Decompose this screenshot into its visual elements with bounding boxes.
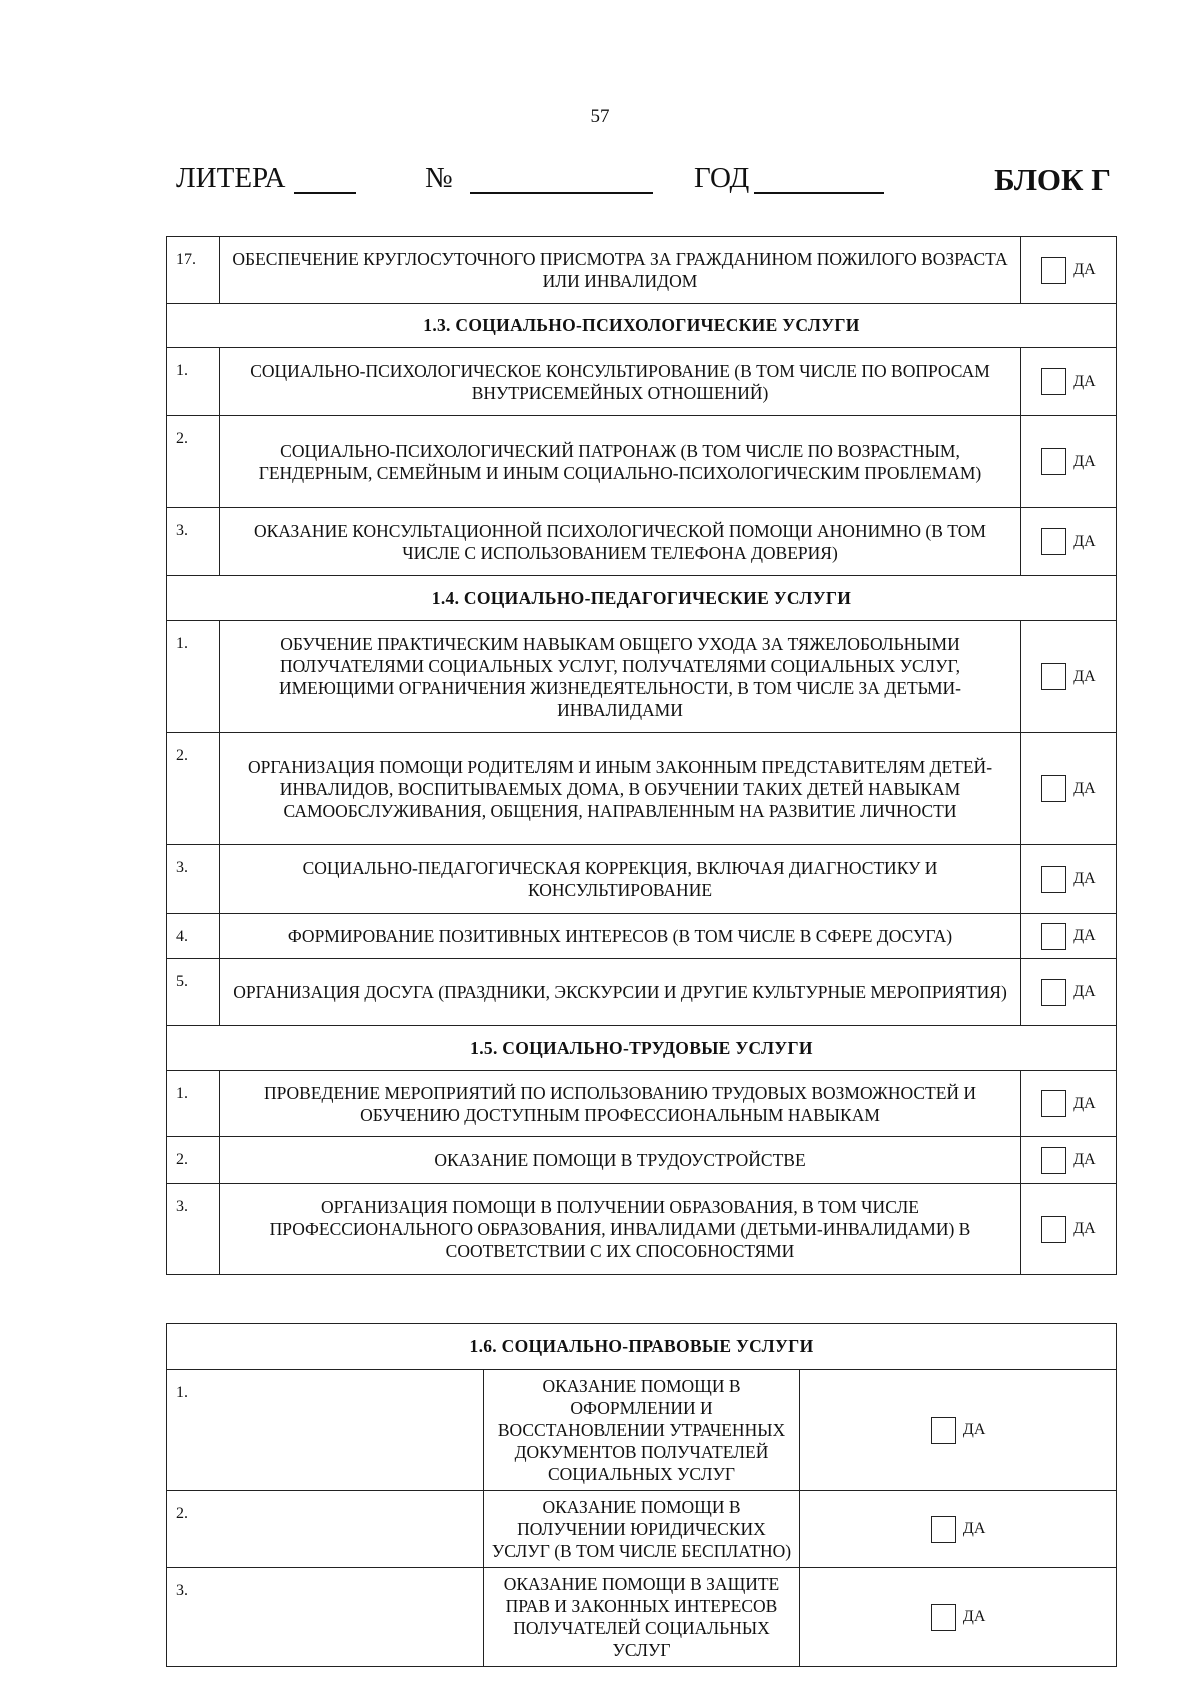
year-field[interactable] — [754, 192, 884, 194]
yes-checkbox[interactable] — [1041, 528, 1066, 555]
yes-checkbox[interactable] — [1041, 368, 1066, 395]
yes-checkbox[interactable] — [931, 1417, 956, 1444]
answer-cell — [1021, 959, 1117, 1026]
answer-cell — [1021, 348, 1117, 416]
yes-checkbox[interactable] — [1041, 775, 1066, 802]
row-number: 2. — [167, 733, 220, 845]
answer-group — [800, 1516, 1116, 1543]
yes-label: ДА — [1073, 372, 1096, 390]
number-field[interactable] — [470, 192, 653, 194]
yes-checkbox[interactable] — [1041, 979, 1066, 1006]
row-number: 1. — [167, 621, 220, 733]
yes-label: ДА — [1073, 452, 1096, 470]
year-label: ГОД — [694, 162, 750, 194]
yes-checkbox[interactable] — [1041, 257, 1066, 284]
answer-group — [1021, 1147, 1116, 1174]
yes-label: ДА — [1073, 1094, 1096, 1112]
table-row — [167, 508, 1117, 576]
answer-cell — [1021, 508, 1117, 576]
answer-cell — [800, 1491, 1117, 1568]
service-description: ФОРМИРОВАНИЕ ПОЗИТИВНЫХ ИНТЕРЕСОВ (В ТОМ ЧИСЛЕ В СФЕРЕ ДОСУГА) — [220, 914, 1021, 959]
table-row — [167, 1491, 1117, 1568]
row-number: 1. — [167, 1370, 484, 1491]
form-header — [176, 162, 1111, 196]
row-number: 5. — [167, 959, 220, 1026]
answer-cell — [1021, 416, 1117, 508]
number-label: № — [425, 162, 453, 194]
table-row — [167, 348, 1117, 416]
answer-group — [1021, 1216, 1116, 1243]
yes-label: ДА — [962, 1421, 986, 1438]
row-number: 2. — [167, 416, 220, 508]
row-number: 3. — [167, 1184, 220, 1275]
answer-group — [800, 1604, 1116, 1631]
section-title: 1.5. СОЦИАЛЬНО-ТРУДОВЫЕ УСЛУГИ — [167, 1026, 1117, 1071]
yes-label: ДА — [962, 1608, 986, 1625]
yes-label: ДА — [1073, 1220, 1096, 1237]
table-row — [167, 845, 1117, 914]
answer-cell — [800, 1568, 1117, 1667]
answer-cell — [1021, 1137, 1117, 1184]
yes-checkbox[interactable] — [1041, 1147, 1066, 1174]
section-header-row — [167, 1324, 1117, 1370]
services-table-2 — [166, 1323, 1117, 1667]
section-header-row — [167, 1026, 1117, 1071]
row-number: 1. — [167, 1071, 220, 1137]
yes-checkbox[interactable] — [1041, 923, 1066, 950]
section-title: 1.6. СОЦИАЛЬНО-ПРАВОВЫЕ УСЛУГИ — [167, 1324, 1117, 1370]
yes-checkbox[interactable] — [931, 1604, 956, 1631]
table-row — [167, 1370, 1117, 1491]
service-description: СОЦИАЛЬНО-ПСИХОЛОГИЧЕСКОЕ КОНСУЛЬТИРОВАНИЕ (В ТОМ ЧИСЛЕ ПО ВОПРОСАМ ВНУТРИСЕМЕЙНЫХ ОТНОШЕНИЙ) — [220, 348, 1021, 416]
yes-label: ДА — [1073, 983, 1096, 1000]
section-title: 1.4. СОЦИАЛЬНО-ПЕДАГОГИЧЕСКИЕ УСЛУГИ — [167, 576, 1117, 621]
answer-group — [1021, 866, 1116, 893]
yes-checkbox[interactable] — [931, 1516, 956, 1543]
service-description: ОРГАНИЗАЦИЯ ПОМОЩИ В ПОЛУЧЕНИИ ОБРАЗОВАНИЯ, В ТОМ ЧИСЛЕ ПРОФЕССИОНАЛЬНОГО ОБРАЗОВАНИЯ, ИНВАЛИДАМИ (ДЕТЬМИ-ИНВАЛИДАМИ) В СООТВЕТСТВИИ С ИХ СПОСОБНОСТЯМИ — [220, 1184, 1021, 1275]
yes-checkbox[interactable] — [1041, 448, 1066, 475]
services-table-1 — [166, 236, 1117, 1275]
yes-label: ДА — [1073, 870, 1096, 887]
answer-group — [1021, 663, 1116, 690]
answer-cell — [1021, 845, 1117, 914]
table-row — [167, 416, 1117, 508]
row-number: 3. — [167, 1568, 484, 1667]
service-description: ОКАЗАНИЕ ПОМОЩИ В ОФОРМЛЕНИИ И ВОССТАНОВЛЕНИИ УТРАЧЕННЫХ ДОКУМЕНТОВ ПОЛУЧАТЕЛЕЙ СОЦИАЛЬНЫХ УСЛУГ — [483, 1370, 800, 1491]
yes-label: ДА — [1073, 532, 1096, 550]
answer-group — [1021, 979, 1116, 1006]
yes-label: ДА — [1073, 261, 1096, 278]
answer-group — [1021, 257, 1116, 284]
yes-label: ДА — [1073, 927, 1096, 944]
service-description: ОРГАНИЗАЦИЯ ПОМОЩИ РОДИТЕЛЯМ И ИНЫМ ЗАКОННЫМ ПРЕДСТАВИТЕЛЯМ ДЕТЕЙ-ИНВАЛИДОВ, ВОСПИТЫВАЕМЫХ ДОМА, В ОБУЧЕНИИ ТАКИХ ДЕТЕЙ НАВЫКАМ САМООБСЛУЖИВАНИЯ, ОБЩЕНИЯ, НАПРАВЛЕННЫМ НА РАЗВИТИЕ ЛИЧНОСТИ — [220, 733, 1021, 845]
yes-label: ДА — [962, 1520, 986, 1537]
row-number: 4. — [167, 914, 220, 959]
service-description: СОЦИАЛЬНО-ПЕДАГОГИЧЕСКАЯ КОРРЕКЦИЯ, ВКЛЮЧАЯ ДИАГНОСТИКУ И КОНСУЛЬТИРОВАНИЕ — [220, 845, 1021, 914]
service-description: ОРГАНИЗАЦИЯ ДОСУГА (ПРАЗДНИКИ, ЭКСКУРСИИ И ДРУГИЕ КУЛЬТУРНЫЕ МЕРОПРИЯТИЯ) — [220, 959, 1021, 1026]
answer-cell — [800, 1370, 1117, 1491]
table-row — [167, 1184, 1117, 1275]
yes-label: ДА — [1073, 1151, 1096, 1168]
yes-checkbox[interactable] — [1041, 663, 1066, 690]
service-description: ОБУЧЕНИЕ ПРАКТИЧЕСКИМ НАВЫКАМ ОБЩЕГО УХОДА ЗА ТЯЖЕЛОБОЛЬНЫМИ ПОЛУЧАТЕЛЯМИ СОЦИАЛЬНЫХ УСЛУГ, ПОЛУЧАТЕЛЯМИ СОЦИАЛЬНЫХ УСЛУГ, ИМЕЮЩИМИ ОГРАНИЧЕНИЯ ЖИЗНЕДЕЯТЕЛЬНОСТИ, В ТОМ ЧИСЛЕ ЗА ДЕТЬМИ-ИНВАЛИДАМИ — [220, 621, 1021, 733]
answer-cell — [1021, 733, 1117, 845]
yes-label: ДА — [1073, 667, 1096, 685]
block-label: БЛОК Г — [994, 162, 1111, 197]
litera-field[interactable] — [294, 192, 356, 194]
table-row — [167, 621, 1117, 733]
table-row — [167, 959, 1117, 1026]
service-description: ПРОВЕДЕНИЕ МЕРОПРИЯТИЙ ПО ИСПОЛЬЗОВАНИЮ ТРУДОВЫХ ВОЗМОЖНОСТЕЙ И ОБУЧЕНИЮ ДОСТУПНЫМ ПРОФЕССИОНАЛЬНЫМ НАВЫКАМ — [220, 1071, 1021, 1137]
row-number: 3. — [167, 508, 220, 576]
answer-cell — [1021, 621, 1117, 733]
table-row — [167, 237, 1117, 304]
answer-group — [1021, 775, 1116, 802]
page-number: 57 — [590, 106, 610, 127]
section-header-row — [167, 576, 1117, 621]
service-description: ОБЕСПЕЧЕНИЕ КРУГЛОСУТОЧНОГО ПРИСМОТРА ЗА ГРАЖДАНИНОМ ПОЖИЛОГО ВОЗРАСТА ИЛИ ИНВАЛИДОМ — [220, 237, 1021, 304]
row-number: 17. — [167, 237, 220, 304]
answer-group — [1021, 448, 1116, 475]
service-description: ОКАЗАНИЕ ПОМОЩИ В ТРУДОУСТРОЙСТВЕ — [220, 1137, 1021, 1184]
answer-group — [1021, 368, 1116, 395]
row-number: 2. — [167, 1491, 484, 1568]
answer-group — [1021, 923, 1116, 950]
answer-group — [1021, 528, 1116, 555]
table-row — [167, 1568, 1117, 1667]
yes-checkbox[interactable] — [1041, 866, 1066, 893]
service-description: ОКАЗАНИЕ ПОМОЩИ В ПОЛУЧЕНИИ ЮРИДИЧЕСКИХ УСЛУГ (В ТОМ ЧИСЛЕ БЕСПЛАТНО) — [483, 1491, 800, 1568]
section-title: 1.3. СОЦИАЛЬНО-ПСИХОЛОГИЧЕСКИЕ УСЛУГИ — [167, 304, 1117, 348]
yes-checkbox[interactable] — [1041, 1216, 1066, 1243]
answer-group — [1021, 1090, 1116, 1117]
service-description: СОЦИАЛЬНО-ПСИХОЛОГИЧЕСКИЙ ПАТРОНАЖ (В ТОМ ЧИСЛЕ ПО ВОЗРАСТНЫМ, ГЕНДЕРНЫМ, СЕМЕЙНЫМ И ИНЫМ СОЦИАЛЬНО-ПСИХОЛОГИЧЕСКИМ ПРОБЛЕМАМ) — [220, 416, 1021, 508]
table-row — [167, 914, 1117, 959]
section-header-row — [167, 304, 1117, 348]
yes-label: ДА — [1073, 779, 1096, 797]
row-number: 1. — [167, 348, 220, 416]
litera-label: ЛИТЕРА — [176, 162, 286, 194]
yes-checkbox[interactable] — [1041, 1090, 1066, 1117]
row-number: 3. — [167, 845, 220, 914]
answer-group — [800, 1417, 1116, 1444]
service-description: ОКАЗАНИЕ ПОМОЩИ В ЗАЩИТЕ ПРАВ И ЗАКОННЫХ ИНТЕРЕСОВ ПОЛУЧАТЕЛЕЙ СОЦИАЛЬНЫХ УСЛУГ — [483, 1568, 800, 1667]
answer-cell — [1021, 1184, 1117, 1275]
service-description: ОКАЗАНИЕ КОНСУЛЬТАЦИОННОЙ ПСИХОЛОГИЧЕСКОЙ ПОМОЩИ АНОНИМНО (В ТОМ ЧИСЛЕ С ИСПОЛЬЗОВАНИЕМ ТЕЛЕФОНА ДОВЕРИЯ) — [220, 508, 1021, 576]
answer-cell — [1021, 914, 1117, 959]
table-row — [167, 1071, 1117, 1137]
answer-cell — [1021, 237, 1117, 304]
table-row — [167, 1137, 1117, 1184]
row-number: 2. — [167, 1137, 220, 1184]
table-row — [167, 733, 1117, 845]
answer-cell — [1021, 1071, 1117, 1137]
